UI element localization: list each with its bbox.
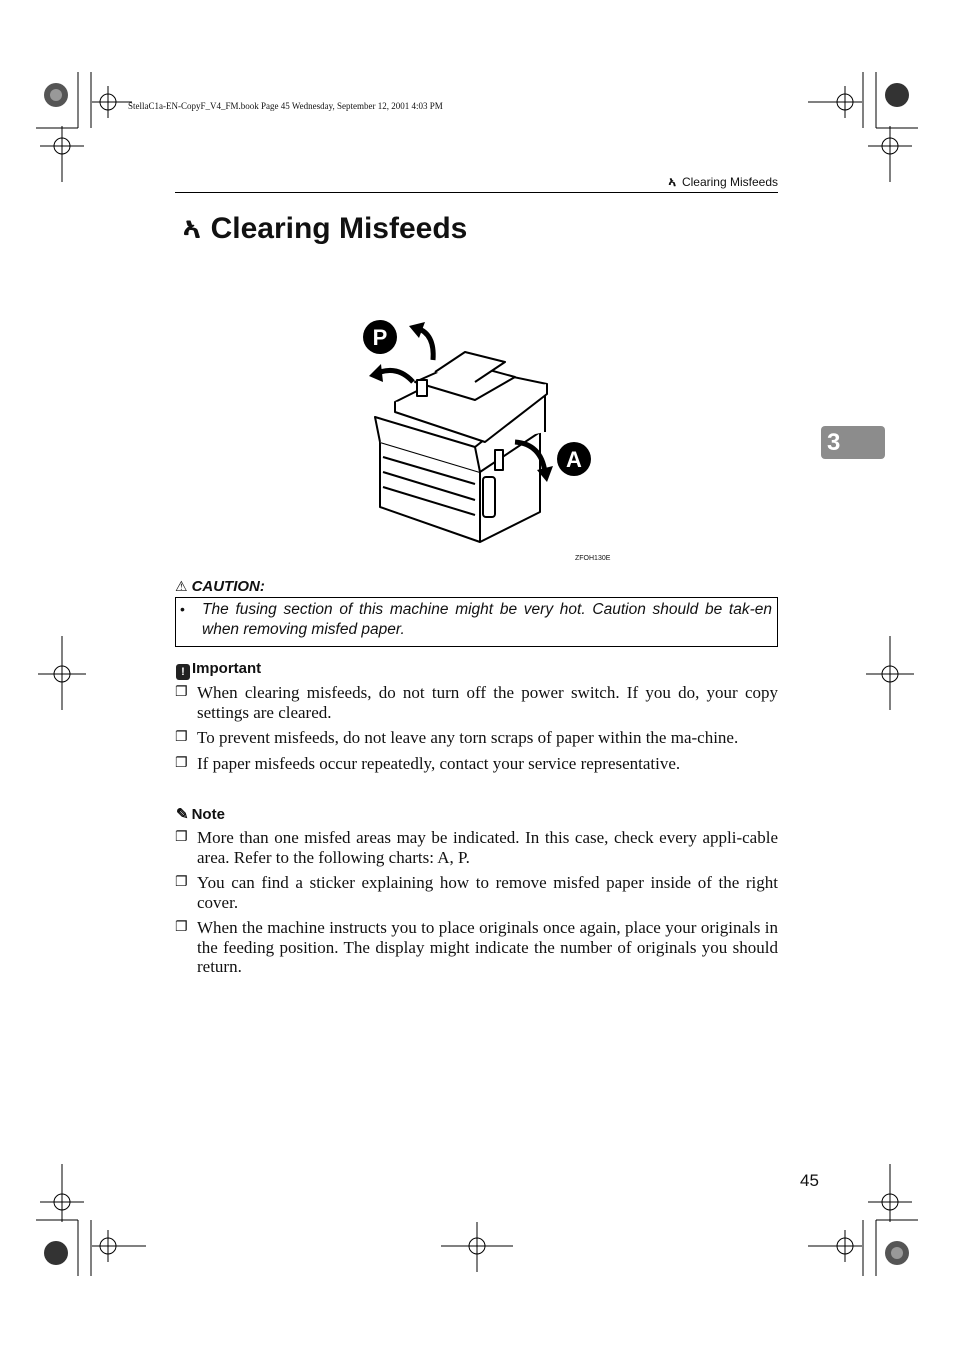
- section-marker-icon: ኣ: [668, 174, 676, 189]
- copier-illustration: [355, 312, 615, 572]
- important-icon: !: [176, 664, 190, 680]
- file-info: StellaC1a-EN-CopyF_V4_FM.book Page 45 Wednesday, September 12, 2001 4:03 PM: [128, 101, 443, 111]
- checkbox-icon: ❐: [175, 874, 188, 890]
- warning-triangle-icon: ⚠: [175, 578, 188, 594]
- checkbox-icon: ❐: [175, 754, 188, 771]
- list-item: ❐ If paper misfeeds occur repeatedly, contact your service representative.: [175, 753, 681, 773]
- list-item: ❐ You can find a sticker explaining how to remove misfed paper inside of the right cover.: [175, 873, 778, 912]
- note-heading: [176, 805, 225, 823]
- list-item: ❐ When clearing misfeeds, do not turn off the power switch. If you do, your copy settings are cleared.: [175, 683, 778, 722]
- running-head-text: Clearing Misfeeds: [681, 175, 778, 189]
- note-heading-text: Note: [191, 806, 225, 823]
- figure-label-p: P: [372, 325, 388, 350]
- caution-box: [175, 597, 778, 647]
- section-marker-icon: ኣ: [183, 212, 201, 245]
- page-title-text: Clearing Misfeeds: [210, 212, 468, 245]
- running-head: [175, 172, 778, 193]
- note-list: [175, 828, 778, 983]
- chapter-tab: 3: [821, 426, 885, 459]
- list-item: ❐ When the machine instructs you to place originals once again, place your originals in the feeding position. The display might indicate the number of originals you should return.: [175, 918, 778, 976]
- checkbox-icon: ❐: [175, 919, 188, 935]
- checkbox-icon: ❐: [175, 684, 188, 700]
- figure-label-a: A: [566, 447, 582, 472]
- figure-id: ZFOH130E: [575, 555, 611, 562]
- caution-heading-text: CAUTION:: [191, 578, 265, 595]
- list-item: ❐ More than one misfed areas may be indicated. In this case, check every appli-cable area. Refer to the following charts: A, P.: [175, 828, 778, 867]
- important-heading-text: Important: [192, 660, 262, 677]
- checkbox-icon: ❐: [175, 829, 188, 845]
- important-list: [175, 683, 778, 779]
- pencil-icon: ✎: [176, 806, 189, 823]
- checkbox-icon: ❐: [175, 729, 188, 745]
- list-item: ❐ To prevent misfeeds, do not leave any torn scraps of paper within the ma-chine.: [175, 728, 739, 747]
- bullet-icon: •: [180, 601, 185, 617]
- caution-text: The fusing section of this machine might be very hot. Caution should be tak-en when removing misfed paper.: [202, 601, 772, 638]
- page-number: 45: [800, 1171, 819, 1190]
- important-heading: [176, 660, 261, 680]
- caution-heading: [175, 578, 265, 595]
- page-title: [183, 212, 467, 246]
